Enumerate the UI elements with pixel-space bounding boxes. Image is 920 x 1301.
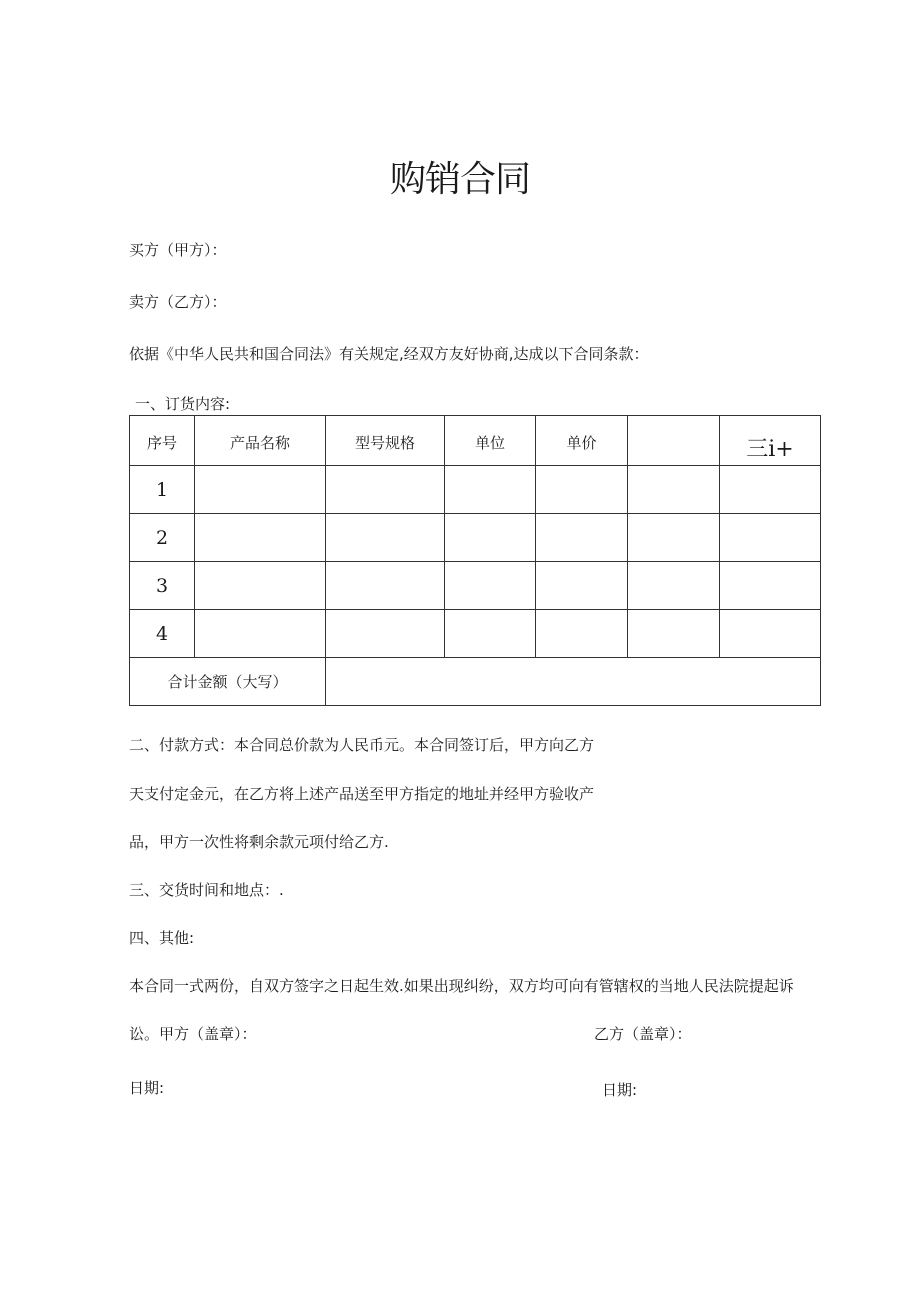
other-heading: 四、其他: xyxy=(129,929,195,947)
table-row xyxy=(130,466,821,514)
table-cell xyxy=(536,466,628,514)
header-cell: 单价 xyxy=(536,416,628,466)
payment-clause-line-2: 天支付定金元，在乙方将上述产品送至甲方指定的地址并经甲方验收产 xyxy=(129,785,595,803)
payment-clause-line-3: 品，甲方一次性将剩余款元项付给乙方. xyxy=(129,833,389,851)
table-cell xyxy=(195,562,326,610)
table-cell xyxy=(326,514,445,562)
payment-clause-line-1: 二、付款方式：本合同总价款为人民币元。本合同签订后，甲方向乙方 xyxy=(129,736,595,754)
header-cell xyxy=(628,416,720,466)
table-cell xyxy=(720,562,821,610)
seller-label: 卖方（乙方）： xyxy=(129,293,227,311)
table-row xyxy=(130,562,821,610)
table-cell xyxy=(445,562,536,610)
party-b-seal-label: 乙方（盖章）： xyxy=(594,1025,692,1043)
total-amount-label: 合计金额（大写） xyxy=(130,658,326,706)
table-cell xyxy=(536,610,628,658)
table-cell xyxy=(326,562,445,610)
buyer-label: 买方（甲方）： xyxy=(129,241,227,259)
header-cell: 型号规格 xyxy=(326,416,445,466)
total-row xyxy=(130,658,821,706)
table-cell xyxy=(628,610,720,658)
table-cell xyxy=(195,514,326,562)
table-cell xyxy=(720,466,821,514)
table-cell xyxy=(628,466,720,514)
party-b-date-label: 日期: xyxy=(602,1081,638,1099)
table-cell xyxy=(326,466,445,514)
contract-title: 购销合同 xyxy=(389,159,530,200)
table-cell xyxy=(445,514,536,562)
table-cell xyxy=(628,514,720,562)
table-cell xyxy=(536,514,628,562)
table-row xyxy=(130,514,821,562)
row-number: 3 xyxy=(130,562,195,610)
table-cell xyxy=(195,466,326,514)
header-cell: 产品名称 xyxy=(195,416,326,466)
row-number: 2 xyxy=(130,514,195,562)
row-number: 4 xyxy=(130,610,195,658)
other-clause-text: 本合同一式两份，自双方签字之日起生效.如果出现纠纷，双方均可向有管辖权的当地人民法院提起诉 xyxy=(129,977,794,995)
row-number: 1 xyxy=(130,466,195,514)
header-cell: 序号 xyxy=(130,416,195,466)
table-cell xyxy=(195,610,326,658)
delivery-clause: 三、交货时间和地点：. xyxy=(129,881,284,899)
party-a-date-label: 日期: xyxy=(129,1079,165,1097)
header-cell: 单位 xyxy=(445,416,536,466)
total-amount-value xyxy=(326,658,821,706)
table-cell xyxy=(536,562,628,610)
section-order-heading: 一、订货内容: xyxy=(135,395,231,413)
table-cell xyxy=(445,610,536,658)
table-cell xyxy=(720,514,821,562)
table-header-row xyxy=(130,416,821,466)
intro-paragraph: 依据《中华人民共和国合同法》有关规定,经双方友好协商,达成以下合同条款： xyxy=(129,345,649,363)
table-row xyxy=(130,610,821,658)
table-cell xyxy=(326,610,445,658)
table-cell xyxy=(445,466,536,514)
order-table xyxy=(129,415,821,706)
table-cell xyxy=(628,562,720,610)
table-cell xyxy=(720,610,821,658)
party-a-seal-label: 讼。甲方（盖章）： xyxy=(129,1025,257,1043)
header-cell: 三i+ xyxy=(720,416,821,466)
